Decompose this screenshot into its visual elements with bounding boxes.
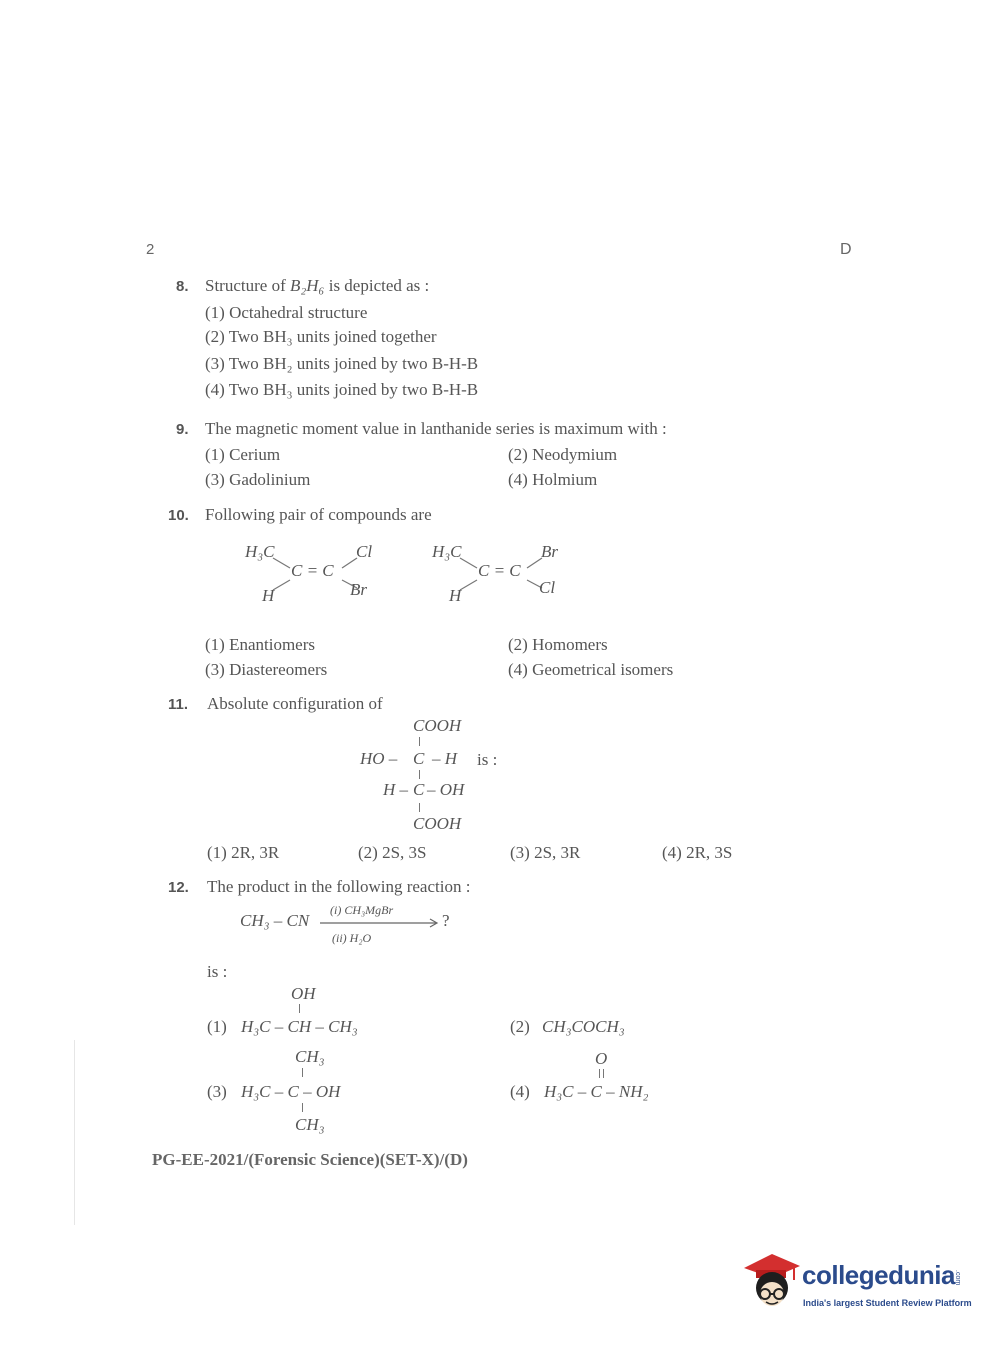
question-8-number: 8. bbox=[176, 278, 189, 295]
fischer-row1-left: HO – bbox=[360, 749, 398, 768]
q10-option-1: (1) Enantiomers bbox=[205, 635, 315, 654]
q8-option-1: (1) Octahedral structure bbox=[205, 303, 368, 322]
q12-is-label: is : bbox=[207, 962, 228, 981]
collegedunia-watermark bbox=[742, 1250, 972, 1320]
set-code: D bbox=[840, 241, 852, 258]
q12-option-3-bond-top bbox=[302, 1068, 303, 1077]
q12-option-1-top: OH bbox=[291, 984, 316, 1003]
question-9-stem: The magnetic moment value in lanthanide series is maximum with : bbox=[205, 419, 667, 438]
fischer-row2-center: C bbox=[413, 780, 425, 799]
q8-stem-prefix: Structure of bbox=[205, 276, 286, 295]
question-10-number: 10. bbox=[168, 507, 189, 524]
question-10-stem: Following pair of compounds are bbox=[205, 505, 432, 524]
reaction-product: ? bbox=[442, 911, 450, 930]
q10-option-4: (4) Geometrical isomers bbox=[508, 660, 674, 679]
q9-option-4: (4) Holmium bbox=[508, 470, 598, 489]
q12-option-3-label: (3) bbox=[207, 1082, 227, 1101]
structure-a-center: C = C bbox=[291, 561, 334, 580]
q8-stem-suffix: is depicted as : bbox=[328, 276, 430, 295]
q12-option-3-text: H₃C – C – OH bbox=[241, 1082, 341, 1101]
question-12-stem: The product in the following reaction : bbox=[207, 877, 471, 896]
fischer-row2-left: H – bbox=[383, 780, 409, 799]
reaction-scheme bbox=[238, 900, 478, 950]
reaction-arrow-icon bbox=[320, 918, 442, 928]
structure-a bbox=[240, 540, 400, 610]
structure-a-bottom-left: H bbox=[262, 586, 275, 605]
q9-option-2: (2) Neodymium bbox=[508, 445, 618, 464]
q11-option-1: (1) 2R, 3R bbox=[207, 843, 280, 862]
q12-option-1-label: (1) bbox=[207, 1017, 227, 1036]
question-9-number: 9. bbox=[176, 421, 189, 438]
fischer-row1-center: C bbox=[413, 749, 425, 768]
q10-option-2: (2) Homomers bbox=[508, 635, 608, 654]
q11-option-4: (4) 2R, 3S bbox=[662, 843, 733, 862]
scan-edge-line bbox=[74, 1040, 75, 1225]
q10-option-3: (3) Diastereomers bbox=[205, 660, 328, 679]
question-11-stem: Absolute configuration of bbox=[207, 694, 383, 713]
q11-option-2: (2) 2S, 3S bbox=[358, 843, 427, 862]
q8-option-3: (3) Two BH₂ units joined by two B-H-B bbox=[205, 354, 479, 373]
q12-option-4 bbox=[508, 1049, 708, 1109]
q9-option-3: (3) Gadolinium bbox=[205, 470, 311, 489]
structure-b-bottom-right: Cl bbox=[539, 578, 556, 597]
paper-code-footer: PG-EE-2021/(Forensic Science)(SET-X)/(D) bbox=[152, 1150, 468, 1169]
brand-name: collegedunia bbox=[802, 1260, 955, 1290]
reaction-reagent-top: (i) CH₃MgBr bbox=[330, 903, 394, 917]
q12-option-2-text: CH₃COCH₃ bbox=[542, 1017, 625, 1036]
q12-option-4-bond-b bbox=[603, 1069, 604, 1078]
fischer-row1-right: – H bbox=[432, 749, 458, 768]
fischer-bond-2 bbox=[419, 770, 420, 779]
fischer-bond-1 bbox=[419, 737, 420, 746]
reaction-reactant: CH₃ – CN bbox=[240, 911, 310, 930]
q12-option-4-bond-a bbox=[599, 1069, 600, 1078]
brand-com: .com bbox=[954, 1270, 961, 1286]
fischer-row2-right: – OH bbox=[427, 780, 465, 799]
question-11-number: 11. bbox=[168, 696, 189, 713]
q11-option-3: (3) 2S, 3R bbox=[510, 843, 581, 862]
q12-option-2 bbox=[508, 1017, 708, 1043]
structure-a-top-right: Cl bbox=[356, 542, 373, 561]
q12-option-3-bond-bottom bbox=[302, 1103, 303, 1112]
fischer-projection bbox=[355, 712, 525, 837]
reaction-reagent-bottom: (ii) H₂O bbox=[332, 931, 372, 945]
structure-a-bottom-right: Br bbox=[350, 580, 367, 599]
brand-tagline: India's largest Student Review Platform bbox=[803, 1298, 972, 1308]
q12-option-1-text: H₃C – CH – CH₃ bbox=[241, 1017, 358, 1036]
q12-option-1 bbox=[205, 984, 405, 1044]
structure-b-top-left: H₃C bbox=[432, 542, 462, 561]
question-12-number: 12. bbox=[168, 879, 189, 896]
q12-option-4-text: H₃C – C – NH₂ bbox=[544, 1082, 649, 1101]
q12-option-3-bottom: CH₃ bbox=[295, 1115, 325, 1134]
page-number: 2 bbox=[146, 241, 155, 258]
structure-b-center: C = C bbox=[478, 561, 521, 580]
structure-a-top-left: H₃C bbox=[245, 542, 275, 561]
fischer-top: COOH bbox=[413, 716, 462, 735]
q8-formula: B₂H₆ bbox=[289, 276, 325, 295]
fischer-bond-3 bbox=[419, 803, 420, 812]
q12-option-3 bbox=[205, 1047, 405, 1142]
q12-option-3-top: CH₃ bbox=[295, 1047, 325, 1066]
question-8-stem bbox=[205, 276, 429, 296]
q12-option-4-label: (4) bbox=[510, 1082, 530, 1101]
q8-option-2: (2) Two BH₃ units joined together bbox=[205, 327, 437, 346]
q9-option-1: (1) Cerium bbox=[205, 445, 281, 464]
structure-b-bottom-left: H bbox=[449, 586, 462, 605]
fischer-bottom: COOH bbox=[413, 814, 462, 833]
mascot-logo-icon bbox=[742, 1250, 802, 1316]
q8-option-4: (4) Two BH₃ units joined by two B-H-B bbox=[205, 380, 479, 399]
structure-b-top-right: Br bbox=[541, 542, 558, 561]
q12-option-1-bond bbox=[299, 1004, 300, 1013]
structure-b bbox=[427, 540, 587, 610]
fischer-suffix: is : bbox=[477, 750, 498, 769]
q12-option-4-top: O bbox=[595, 1049, 608, 1068]
q12-option-2-label: (2) bbox=[510, 1017, 530, 1036]
